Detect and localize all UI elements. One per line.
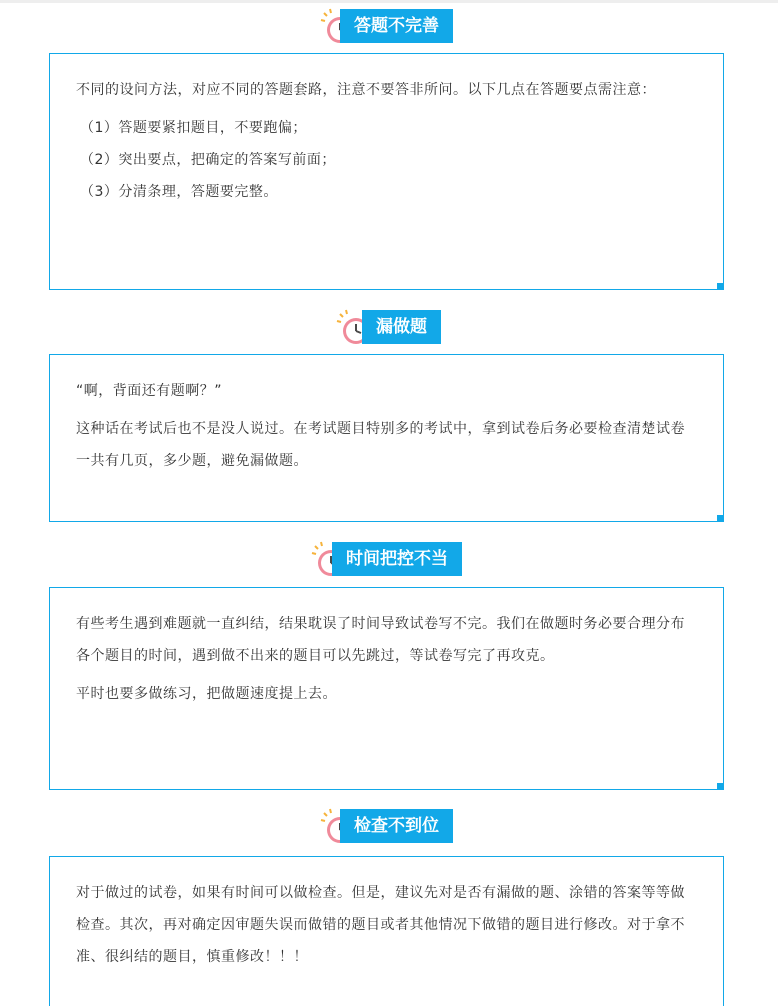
section-card-1 [49, 53, 724, 290]
top-divider [0, 0, 778, 3]
paragraph: 这种话在考试后也不是没人说过。在考试题目特别多的考试中，拿到试卷后务必要检查清楚试卷一共有几页，多少题，避免漏做题。 [76, 421, 685, 469]
section-title: 答题不完善 [340, 9, 453, 43]
corner-square [717, 783, 724, 790]
section-title: 漏做题 [362, 310, 441, 344]
corner-square [717, 515, 724, 522]
list-item: （3）分清条理，答题要完整。 [80, 184, 278, 200]
section-header-2 [0, 306, 778, 348]
paragraph: 平时也要多做练习，把做题速度提上去。 [76, 686, 337, 702]
paragraph: 不同的设问方法，对应不同的答题套路，注意不要答非所问。以下几点在答题要点需注意： [76, 82, 656, 98]
section-title: 检查不到位 [340, 809, 453, 843]
section-header-4 [0, 805, 778, 847]
corner-square [717, 283, 724, 290]
section-card-4 [49, 856, 724, 1006]
list-item: （2）突出要点，把确定的答案写前面； [80, 152, 336, 168]
section-header-1 [0, 5, 778, 47]
section-title: 时间把控不当 [332, 542, 462, 576]
section-card-2 [49, 354, 724, 522]
paragraph: 有些考生遇到难题就一直纠结，结果耽误了时间导致试卷写不完。我们在做题时务必要合理分布各个题目的时间，遇到做不出来的题目可以先跳过，等试卷写完了再攻克。 [76, 616, 685, 664]
paragraph: 对于做过的试卷，如果有时间可以做检查。但是，建议先对是否有漏做的题、涂错的答案等等做检查。其次，再对确定因审题失误而做错的题目或者其他情况下做错的题目进行修改。对于拿不准、很纠结的题目，慎重修改！！！ [76, 885, 685, 965]
paragraph: “啊，背面还有题啊？” [76, 383, 223, 399]
section-header-3 [0, 538, 778, 580]
list-item: （1）答题要紧扣题目，不要跑偏； [80, 120, 307, 136]
section-card-3 [49, 587, 724, 790]
